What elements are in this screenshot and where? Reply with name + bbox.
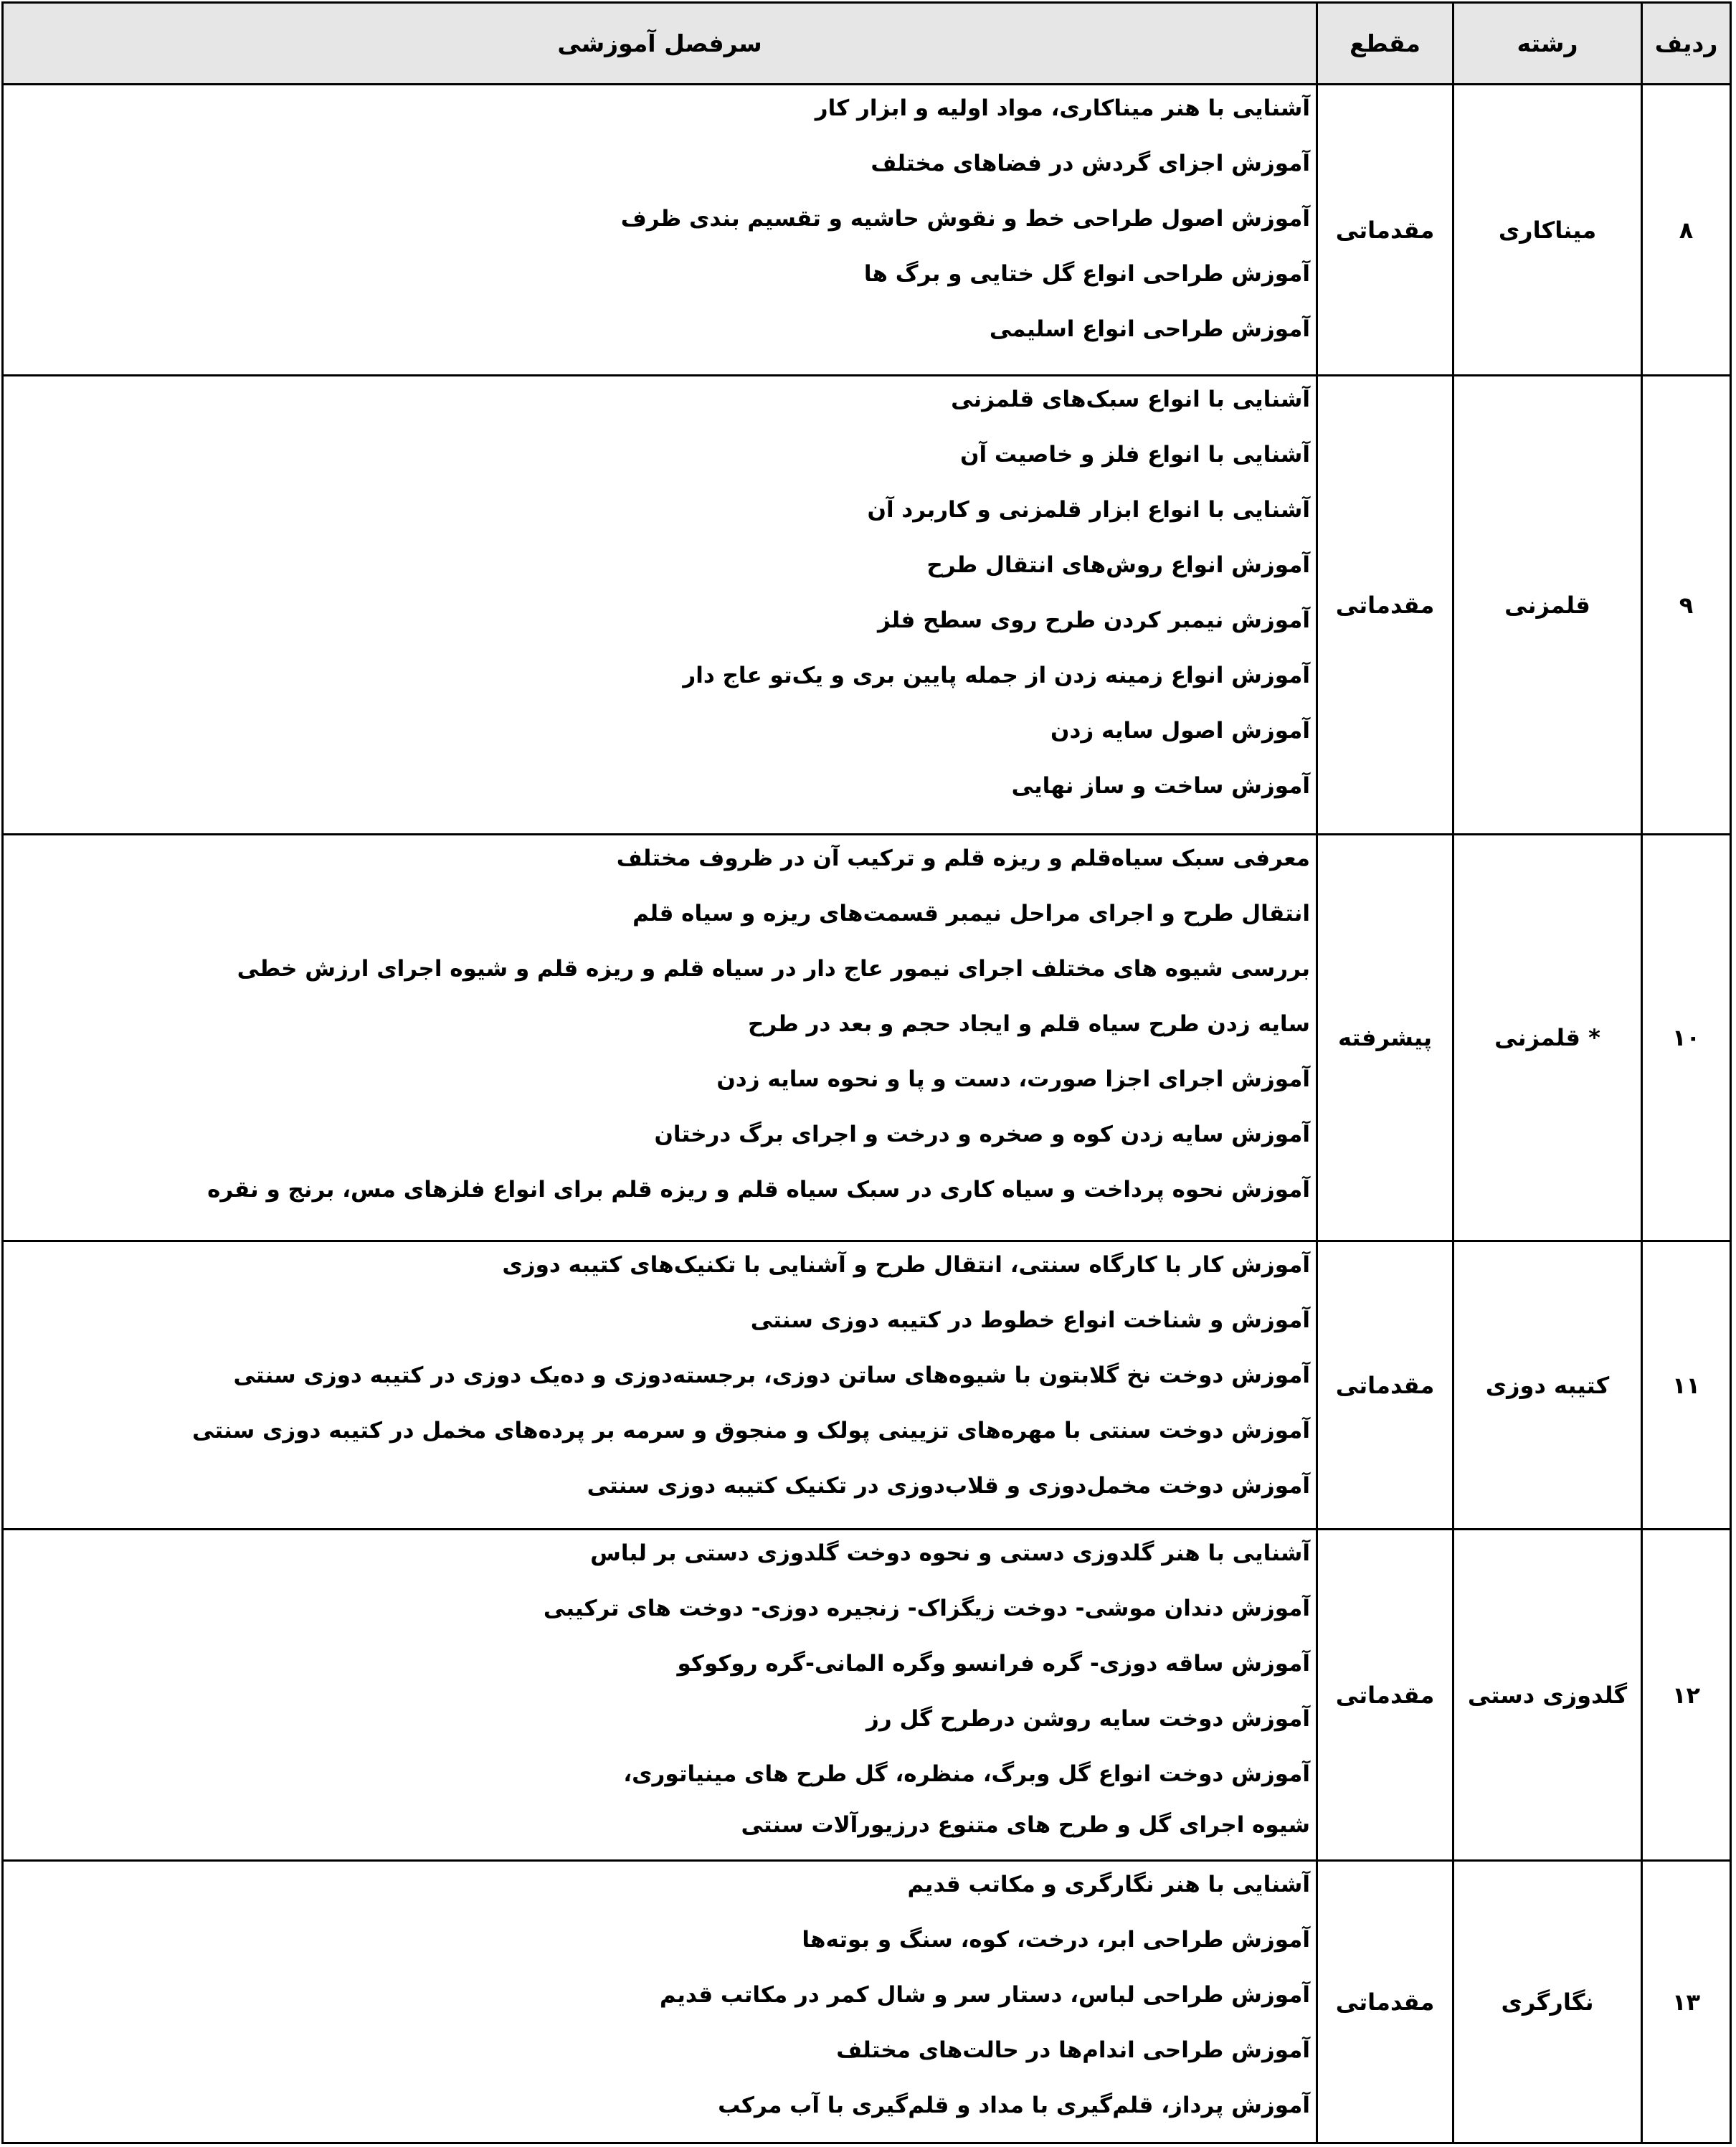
topic-item: آموزش اصول سایه زدن <box>1050 718 1310 744</box>
table-row <box>3 1530 1731 1861</box>
topic-item: آموزش دوخت سنتی با مهره‌های تزیینی پولک و منجوق و سرمه بر پرده‌های مخمل در کتیبه دوزی سنتی <box>192 1418 1310 1444</box>
topic-item: معرفی سبک سیاه‌قلم و ریزه قلم و ترکیب آن در ظروف مختلف <box>616 845 1310 871</box>
topic-item: آموزش دوخت نخ گلابتون با شیوه‌های ساتن دوزی، برجسته‌دوزی و ده‌یک دوزی در کتیبه دوزی سنتی <box>233 1362 1310 1388</box>
topic-item: آموزش ساخت و ساز نهایی <box>1011 773 1310 799</box>
curriculum-table <box>1 1 1732 2144</box>
topic-item: آموزش دندان موشی- دوخت زیگزاک- زنجیره دوزی- دوخت های ترکیبی <box>543 1596 1310 1621</box>
topic-item: آموزش اجزای گردش در فضاهای مختلف <box>871 151 1310 176</box>
topic-item: آموزش و شناخت انواع خطوط در کتیبه دوزی سنتی <box>750 1307 1310 1333</box>
topics-cell <box>3 376 1317 835</box>
row-number: ۱۰ <box>1642 835 1731 1241</box>
topic-item: آشنایی با هنر نگارگری و مکاتب قدیم <box>907 1872 1310 1897</box>
topic-item: آموزش طراحی اندام‌ها در حالت‌های مختلف <box>836 2037 1310 2063</box>
topic-item: آموزش دوخت مخمل‌دوزی و قلاب‌دوزی در تکنیک کتیبه دوزی سنتی <box>587 1473 1310 1499</box>
field-name: گلدوزی دستی <box>1453 1530 1642 1861</box>
field-name: قلمزنی <box>1453 376 1642 835</box>
table-row <box>3 376 1731 835</box>
field-name: نگارگری <box>1453 1861 1642 2143</box>
level: مقدماتی <box>1317 85 1453 376</box>
topics-cell <box>3 835 1317 1241</box>
topic-item: آشنایی با انواع ابزار قلمزنی و کاربرد آن <box>867 497 1310 523</box>
header-radif: ردیف <box>1642 3 1731 85</box>
topic-item: آموزش کار با کارگاه سنتی، انتقال طرح و آشنایی با تکنیک‌های کتیبه دوزی <box>502 1252 1310 1278</box>
row-number: ۸ <box>1642 85 1731 376</box>
level: مقدماتی <box>1317 376 1453 835</box>
topic-item: آموزش دوخت سایه روشن درطرح گل رز <box>865 1706 1310 1732</box>
header-sarfasl: سرفصل آموزشی <box>3 3 1317 85</box>
topic-item: بررسی شیوه های مختلف اجرای نیمور عاج دار در سیاه قلم و ریزه قلم و شیوه اجرای ارزش خطی <box>237 956 1310 982</box>
level: مقدماتی <box>1317 1241 1453 1530</box>
row-number: ۱۱ <box>1642 1241 1731 1530</box>
header-maghta: مقطع <box>1317 3 1453 85</box>
topic-item: آموزش ساقه دوزی- گره فرانسو وگره المانی-گره روکوکو <box>677 1651 1310 1677</box>
topic-item: آموزش نیمبر کردن طرح روی سطح فلز <box>878 607 1310 633</box>
table-row <box>3 835 1731 1241</box>
topic-item: آموزش پرداز، قلم‌گیری با مداد و قلم‌گیری با آب مرکب <box>718 2093 1310 2118</box>
row-number: ۱۲ <box>1642 1530 1731 1861</box>
topic-item: شیوه اجرای گل و طرح های متنوع درزیورآلات سنتی <box>741 1812 1310 1838</box>
topic-item: آموزش اجرای اجزا صورت، دست و پا و نحوه سایه زدن <box>716 1066 1310 1092</box>
table-row <box>3 1241 1731 1530</box>
field-name: * قلمزنی <box>1453 835 1642 1241</box>
topic-item: سایه زدن طرح سیاه قلم و ایجاد حجم و بعد در طرح <box>748 1011 1310 1037</box>
topic-item: آموزش اصول طراحی خط و نقوش حاشیه و تقسیم بندی ظرف <box>620 206 1310 232</box>
row-number: ۹ <box>1642 376 1731 835</box>
header-row <box>3 3 1731 85</box>
topics-cell <box>3 1241 1317 1530</box>
topic-item: آشنایی با انواع فلز و خاصیت آن <box>960 442 1310 468</box>
topic-item: آموزش طراحی لباس، دستار سر و شال کمر در مکاتب قدیم <box>659 1982 1310 2008</box>
table-row <box>3 1861 1731 2143</box>
topics-cell <box>3 1861 1317 2143</box>
field-name: کتیبه دوزی <box>1453 1241 1642 1530</box>
topic-item: آموزش طراحی انواع گل ختایی و برگ ها <box>863 261 1310 287</box>
topic-item: آموزش طراحی انواع اسلیمی <box>989 316 1310 342</box>
header-reshte: رشته <box>1453 3 1642 85</box>
level: مقدماتی <box>1317 1530 1453 1861</box>
topic-item: انتقال طرح و اجرای مراحل نیمبر قسمت‌های ریزه و سیاه قلم <box>632 901 1310 926</box>
topic-item: آموزش انواع روش‌های انتقال طرح <box>926 552 1310 578</box>
field-name: میناکاری <box>1453 85 1642 376</box>
level: پیشرفته <box>1317 835 1453 1241</box>
topic-item: آموزش طراحی ابر، درخت، کوه، سنگ و بوته‌ها <box>802 1927 1310 1953</box>
topic-item: آشنایی با هنر میناکاری، مواد اولیه و ابزار کار <box>815 95 1310 121</box>
topic-item: آموزش دوخت انواع گل وبرگ، منظره، گل طرح های مینیاتوری، <box>623 1761 1310 1787</box>
row-number: ۱۳ <box>1642 1861 1731 2143</box>
level: مقدماتی <box>1317 1861 1453 2143</box>
topic-item: آموزش سایه زدن کوه و صخره و درخت و اجرای برگ درختان <box>654 1122 1310 1147</box>
topic-item: آشنایی با انواع سبک‌های قلمزنی <box>951 387 1310 412</box>
topic-item: آشنایی با هنر گلدوزی دستی و نحوه دوخت گلدوزی دستی بر لباس <box>590 1540 1310 1566</box>
topics-cell <box>3 85 1317 376</box>
topic-item: آموزش انواع زمینه زدن از جمله پایین بری و یک‌تو عاج دار <box>683 663 1310 688</box>
table-row <box>3 85 1731 376</box>
topics-cell <box>3 1530 1317 1861</box>
topic-item: آموزش نحوه پرداخت و سیاه کاری در سبک سیاه قلم و ریزه قلم برای انواع فلزهای مس، برنج و نقره <box>207 1177 1310 1203</box>
